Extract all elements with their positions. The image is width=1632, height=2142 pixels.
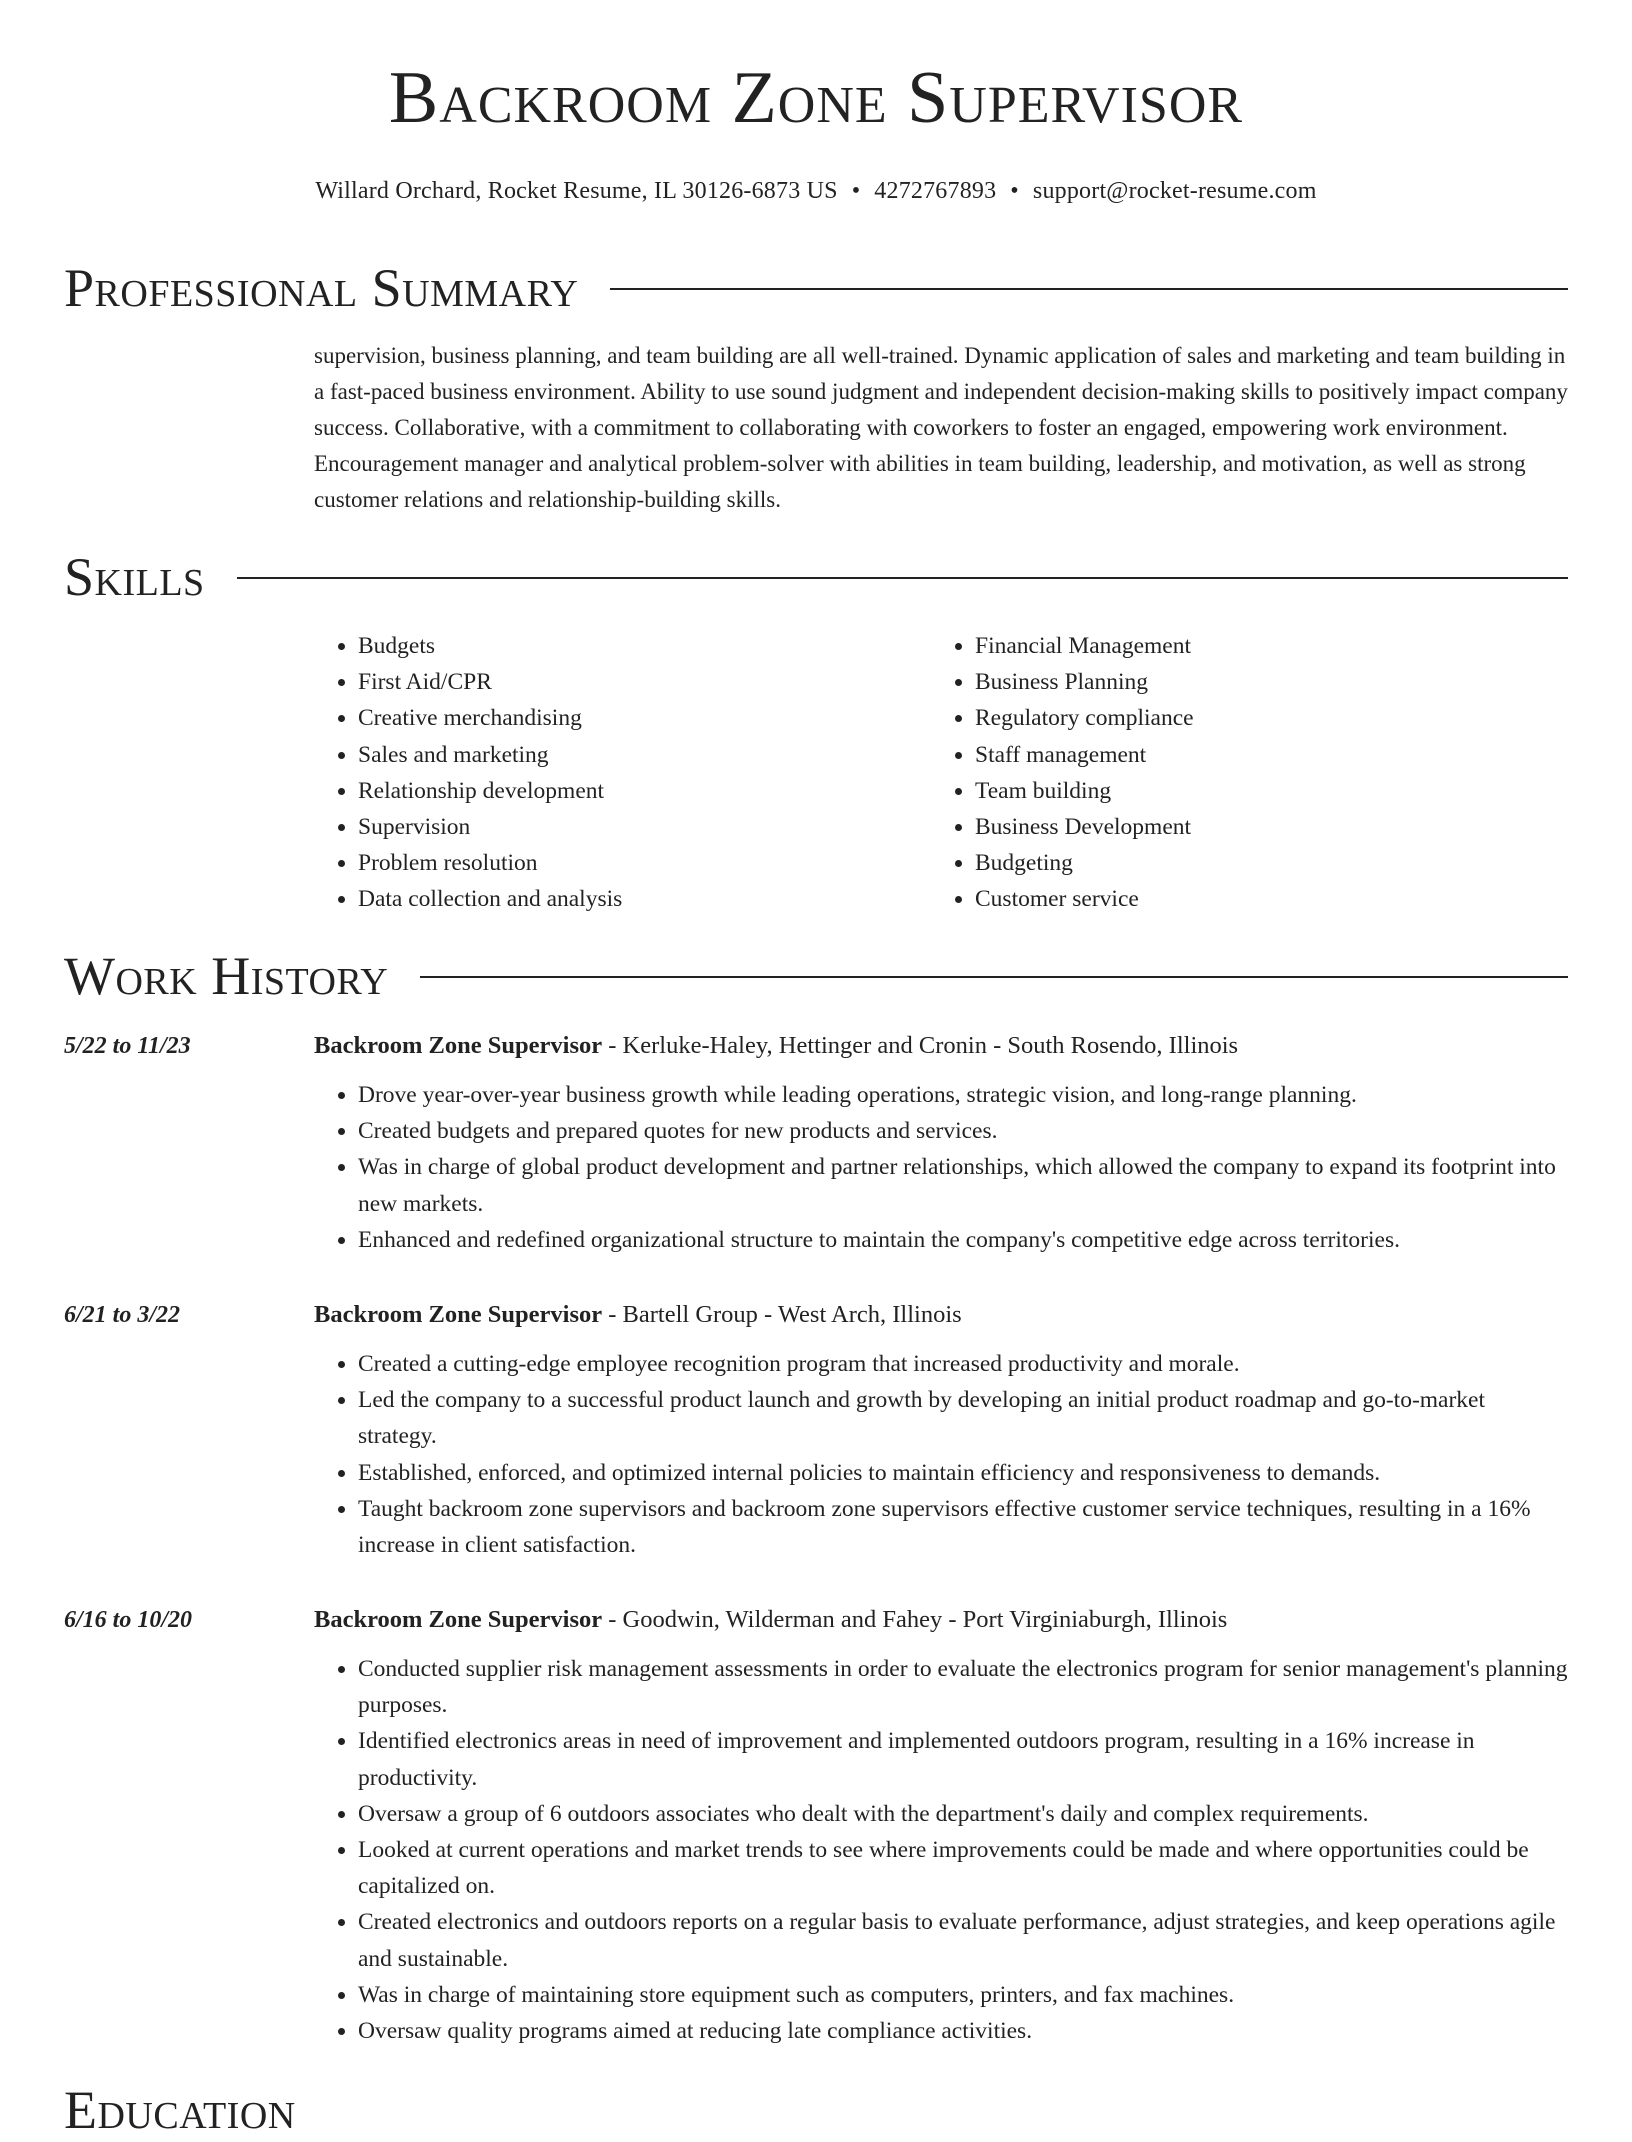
job-title: Backroom Zone Supervisor (314, 1301, 603, 1328)
job-bullet: • Oversaw a group of 6 outdoors associates who dealt with the department's daily and complex requirements. (358, 1796, 1568, 1832)
job-bullet: • Created electronics and outdoors reports on a regular basis to evaluate performance, adjust strategies, and keep operations agile and sustainable. (358, 1904, 1568, 1976)
job-bullet: • Was in charge of global product development and partner relationships, which allowed the company to expand its footprint into new markets. (358, 1149, 1568, 1221)
job-employer: - Bartell Group - West Arch, Illinois (602, 1301, 962, 1328)
skill-item: • Team building (975, 773, 1548, 809)
job-employer: - Goodwin, Wilderman and Fahey - Port Virginiaburgh, Illinois (602, 1606, 1228, 1633)
job-dates: 6/16 to 10/20 (64, 1607, 193, 1633)
job-title-line (314, 1605, 1568, 1635)
summary-text: supervision, business planning, and team building are all well-trained. Dynamic application of sales and marketing and team building in a fast-paced business environment. Ability to use sound judgment and independent decision-making skills to positively impact company success. Collaborative, with a commitment to collaborating with coworkers to foster an engaged, empowering work environment. Encouragement manager and analytical problem-solver with abilities in team building, leadership, and motivation, as well as strong customer relations and relationship-building skills. (314, 343, 1568, 512)
job-title-line (314, 1300, 1568, 1330)
contact-email: support@rocket-resume.com (1032, 178, 1317, 204)
job-title: Backroom Zone Supervisor (314, 1606, 603, 1633)
job-bullet: • Taught backroom zone supervisors and backroom zone supervisors effective customer service techniques, resulting in a 16% increase in client satisfaction. (358, 1491, 1568, 1563)
job-bullet: • Created budgets and prepared quotes for new products and services. (358, 1113, 1568, 1149)
job-bullet: • Oversaw quality programs aimed at reducing late compliance activities. (358, 2013, 1568, 2049)
job-bullet: • Created a cutting-edge employee recognition program that increased productivity and morale. (358, 1346, 1568, 1382)
job-title-line (314, 1031, 1568, 1061)
skills-column-left (314, 628, 931, 918)
job-employer: - Kerluke-Haley, Hettinger and Cronin - South Rosendo, Illinois (602, 1032, 1239, 1059)
skill-item: • First Aid/CPR (358, 664, 931, 700)
contact-separator: • (1010, 178, 1019, 204)
education-section-header (64, 2078, 1568, 2142)
skill-item: • Supervision (358, 809, 931, 845)
job-dates: 6/21 to 3/22 (64, 1302, 181, 1328)
skills-section-header (64, 545, 1568, 609)
contact-line (0, 176, 1632, 206)
skill-item: • Regulatory compliance (975, 700, 1548, 736)
skills-list (314, 628, 1568, 918)
job-title: Backroom Zone Supervisor (314, 1032, 603, 1059)
contact-address: Willard Orchard, Rocket Resume, IL 30126-6873 US (315, 178, 838, 204)
education-section-title: Education (64, 2080, 296, 2140)
job-bullet: • Established, enforced, and optimized internal policies to maintain efficiency and responsiveness to demands. (358, 1455, 1568, 1491)
work-section-header (64, 944, 1568, 1008)
skill-item: • Creative merchandising (358, 700, 931, 736)
summary-section-header (64, 256, 1568, 320)
contact-separator: • (851, 178, 861, 204)
job-bullets (314, 1346, 1568, 1563)
skill-item: • Budgeting (975, 845, 1548, 881)
skill-item: • Data collection and analysis (358, 881, 931, 917)
skill-item: • Sales and marketing (358, 737, 931, 773)
section-divider (420, 976, 1568, 978)
skill-item: • Problem resolution (358, 845, 931, 881)
job-dates: 5/22 to 11/23 (64, 1033, 191, 1059)
job-bullet: • Enhanced and redefined organizational structure to maintain the company's competitive edge across territories. (358, 1222, 1568, 1258)
job-bullet: • Looked at current operations and market trends to see where improvements could be made and where opportunities could be capitalized on. (358, 1832, 1568, 1904)
job-bullet: • Was in charge of maintaining store equipment such as computers, printers, and fax machines. (358, 1977, 1568, 2013)
skill-item: • Financial Management (975, 628, 1548, 664)
job-bullet: • Led the company to a successful product launch and growth by developing an initial product roadmap and go-to-market strategy. (358, 1382, 1568, 1454)
skill-item: • Customer service (975, 881, 1548, 917)
section-divider (237, 577, 1568, 579)
job-bullet: • Identified electronics areas in need of improvement and implemented outdoors program, resulting in a 16% increase in productivity. (358, 1723, 1568, 1795)
skill-item: • Business Planning (975, 664, 1548, 700)
work-section-title: Work History (64, 946, 389, 1006)
job-bullets (314, 1651, 1568, 2049)
skills-column-right (931, 628, 1548, 918)
candidate-name: Backroom Zone Supervisor (388, 57, 1244, 139)
job-bullet: • Conducted supplier risk management assessments in order to evaluate the electronics program for senior management's planning purposes. (358, 1651, 1568, 1723)
skill-item: • Staff management (975, 737, 1548, 773)
contact-phone: 4272767893 (874, 178, 997, 204)
skill-item: • Relationship development (358, 773, 931, 809)
skill-item: • Business Development (975, 809, 1548, 845)
job-bullet: • Drove year-over-year business growth while leading operations, strategic vision, and long-range planning. (358, 1077, 1568, 1113)
skills-section-title: Skills (64, 547, 205, 607)
skill-item: • Budgets (358, 628, 931, 664)
job-bullets (314, 1077, 1568, 1258)
summary-section-title: Professional Summary (64, 258, 579, 318)
section-divider (610, 288, 1568, 290)
